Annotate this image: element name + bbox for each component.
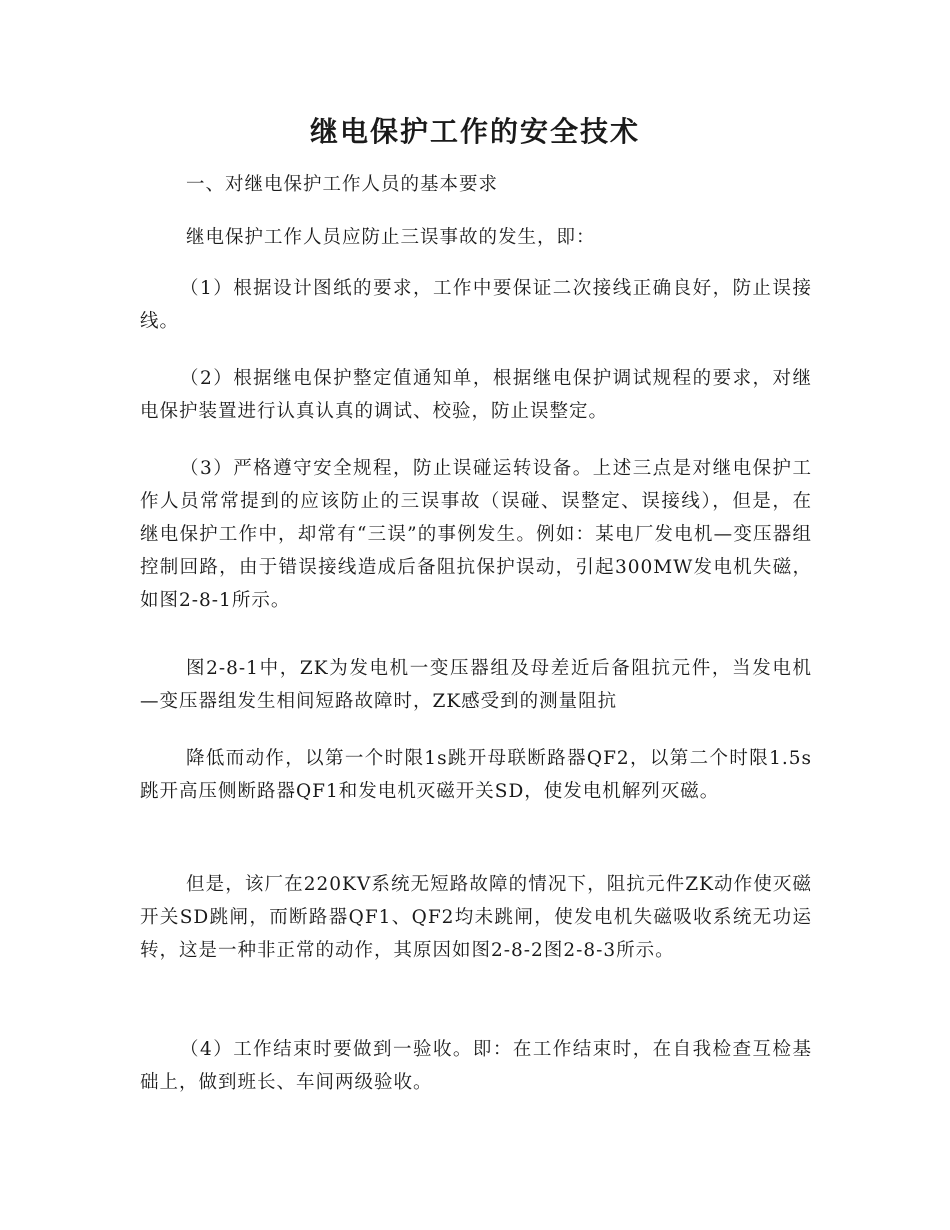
paragraph-item-3: （3）严格遵守安全规程，防止误碰运转设备。上述三点是对继电保护工作人员常常提到的应该防止的三误事故（误碰、误整定、误接线），但是，在继电保护工作中，却常有“三误”的事例发生。例如：某电厂发电机—变压器组控制回路，由于错误接线造成后备阻抗保护误动，引起300MW发电机失磁，如图2-8-1所示。 bbox=[140, 458, 812, 611]
paragraph-fault-desc: 但是，该厂在220KV系统无短路故障的情况下，阻抗元件ZK动作使灭磁开关SD跳闸，而断路器QF1、QF2均未跳闸，使发电机失磁吸收系统无功运转，这是一种非正常的动作，其原因如图2-8-2图2-8-3所示。 bbox=[140, 874, 812, 961]
paragraph-intro: 继电保护工作人员应防止三误事故的发生，即： bbox=[186, 227, 596, 248]
paragraph-figure-desc: 图2-8-1中，ZK为发电机一变压器组及母差近后备阻抗元件，当发电机—变压器组发生相间短路故障时，ZK感受到的测量阻抗 bbox=[140, 658, 812, 712]
section-heading: 一、对继电保护工作人员的基本要求 bbox=[186, 174, 499, 195]
document-title: 继电保护工作的安全技术 bbox=[309, 115, 640, 148]
paragraph-item-4: （4）工作结束时要做到一验收。即：在工作结束时，在自我检查互检基础上，做到班长、车间两级验收。 bbox=[140, 1039, 812, 1093]
paragraph-item-1: （1）根据设计图纸的要求，工作中要保证二次接线正确良好，防止误接线。 bbox=[140, 278, 812, 332]
paragraph-action-desc: 降低而动作，以第一个时限1s跳开母联断路器QF2，以第二个时限1.5s跳开高压侧断路器QF1和发电机灭磁开关SD，使发电机解列灭磁。 bbox=[140, 748, 812, 802]
paragraph-item-2: （2）根据继电保护整定值通知单，根据继电保护调试规程的要求，对继电保护装置进行认真认真的调试、校验，防止误整定。 bbox=[140, 368, 812, 422]
